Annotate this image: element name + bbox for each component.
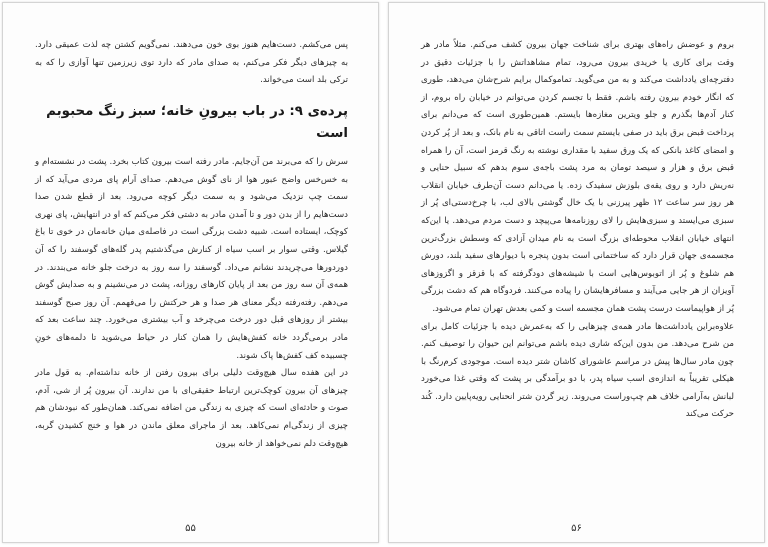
paragraph: بروم و عوضش راه‌های بهتری برای شناخت جهان بیرون کشف می‌کنم. مثلاً مادر هر وقت برای کاری یا خریدی بیرون می‌رود، تمام مشاهداتش را با جزئیات دقیق در دفترچه‌ای یادداشت می‌کند و به من می‌گوید. تماموکمال برایم شرح‌شان می‌دهد، طوری که انگار خودم بیرون رفته باشم. فقط با تجسم کردن می‌توانم در خیابان راه بروم، از کنار آدم‌ها بگذرم و جلو ویترین مغازه‌ها بایستم. همین‌طوری است که می‌دانم برای پرداخت قبض برق باید در صفی بایستم سمت راست اتاقی به نام بانک، و بعد از پُر کردن و امضای کاغذ بانکی که یک ورق سفید با مقداری نوشته به رنگ قرمز است، آن را همراه قبض برق و هزار و سیصد تومان به مرد پشت باجه‌ی سوم بدهم که سبیل حنایی و نه‌ریش دارد و روی یقه‌ی بلوزش سفیدک زده. یا می‌دانم دست آن‌طرف خیابان انقلاب هر روز سر ساعت ۱۲ ظهر پیرزنی با یک خال گوشتی بالای لب، با چرخ‌دستی‌ای پُر از سبزی می‌ایستد و سبزی‌هایش را لای روزنامه‌ها می‌پیچد و دست مردم می‌دهد. یا این‌که انتهای خیابان انقلاب محوطه‌ای بزرگ است به نام میدان آزادی که وسطش بزرگ‌ترین مجسمه‌ی جهان قرار دارد که ساختمانی است بدون پنجره با دیوارهای سفید بلند، دورش هم شلوغ و پُر از اتوبوس‌هایی است با شیشه‌های دودگرفته که با قزقز و اگزوزهای آویزان از هر جایی می‌آیند و مسافرهایشان را پیاده می‌کنند. فردوگاه هم که دشت بزرگی پُر از هواپیماست درست پشت همان مجسمه است و کمی بعدش تهران تمام می‌شود. (421, 40, 734, 314)
paragraph: پس می‌کشم. دست‌هایم هنوز بوی خون می‌دهند. نمی‌گویم کشتن چه لذت عمیقی دارد. به چیزهای دیگر فکر می‌کنم، به صدای مادر که دارد توی زیرزمین تنها آوازی را که به ترکی بلد است می‌خواند. (35, 40, 348, 86)
paragraph: علاوه‌براین یادداشت‌ها مادر همه‌ی چیزهایی را که به‌عمرش دیده با جزئیات کامل برای من شرح می‌دهد. من بدون این‌که شاری دیده باشم می‌توانم این حیوان را توصیف کنم. چون مادر سال‌ها پیش در مراسم عاشورای کاشان شتر دیده است. موجودی کرم‌رنگ با هیکلی تقریباً به اندازه‌ی اسب سیاه پدر، با دو برآمدگی بر پشت که وقتی غذا می‌خورد لبانش به‌آرامی خلاف هم چپ‌وراست می‌روند. زیر گردن شتر انحنایی رویه‌پایین دارد. کُند حرکت می‌کند (421, 321, 734, 420)
paragraph: در این هفده سال هیچ‌وقت دلیلی برای بیرون رفتن از خانه نداشته‌ام. به قول مادر چیزهای آن بیرون کوچک‌ترین ارتباط حقیقی‌ای با من ندارند. آن بیرون پُر از شی، آدم، صوت و حادثه‌ای است که چیزی به زندگی من اضافه نمی‌کند. همان‌طور که نبودشان هم چیزی از زندگی‌ام نمی‌کاهد. بعد از ماجرای معلق ماندن در هوا و خنج کشیدن گربه، هیچ‌وقت دلم نمی‌خواهد از خانه بیرون (35, 368, 348, 449)
left-page (2, 2, 379, 543)
chapter-title: پرده‌ی ۹: در باب بیرونِ خانه؛ سبز رنگ محبوبم است (46, 104, 348, 141)
right-body-text (421, 37, 734, 424)
left-top-paragraph (35, 37, 348, 90)
page-number: ۵۶ (571, 523, 582, 534)
paragraph: سرش را که می‌برند من آن‌جایم. مادر رفته است بیرون کتاب بخرد. پشت در نشسته‌ام و به خس‌خس واضح عبور هوا از نای گوش می‌دهم. صدای آرام پای مردی می‌آید که از سمت چپ نزدیک می‌شود و به سمت دیگر کوچه می‌رود. بعد از قطع شدن صدا دست‌هایم را از بدن دور و تا آمدن مادر به دشتی فکر می‌کنم که او در انتهایش، پای نهری کوچک، ایستاده است. شبیه دشت بزرگی است در فاصله‌ی میان خانه‌مان در خوی تا باغ گیلاس. وقتی سوار بر اسب سیاه از کنارش می‌گذشتیم پدر گله‌های گوسفند را که آن دوردورها می‌چریدند نشانم می‌داد. گوسفند را سه روز به درخت جلو خانه می‌بندند. در همه‌ی آن سه روز من بعد از پایان کارهای روزانه، پشت در می‌نشینم و به صدایش گوش می‌دهم. رفته‌رفته دیگر معنای هر صدا و هر حرکتش را می‌فهمم. آن روز صبح گوسفند بیشتر از روزهای قبل دور درخت می‌چرخد و آب بیشتری می‌خورد. چند ساعت بعد که مادر برمی‌گردد خانه کفش‌هایش را همان کنار در حیاط می‌شوید تا دلمه‌های خونِ چسبیده کف کفش‌ها پاک شوند. (35, 157, 348, 361)
right-page (388, 2, 765, 543)
page-number: ۵۵ (185, 523, 196, 534)
left-body-text (35, 154, 348, 453)
